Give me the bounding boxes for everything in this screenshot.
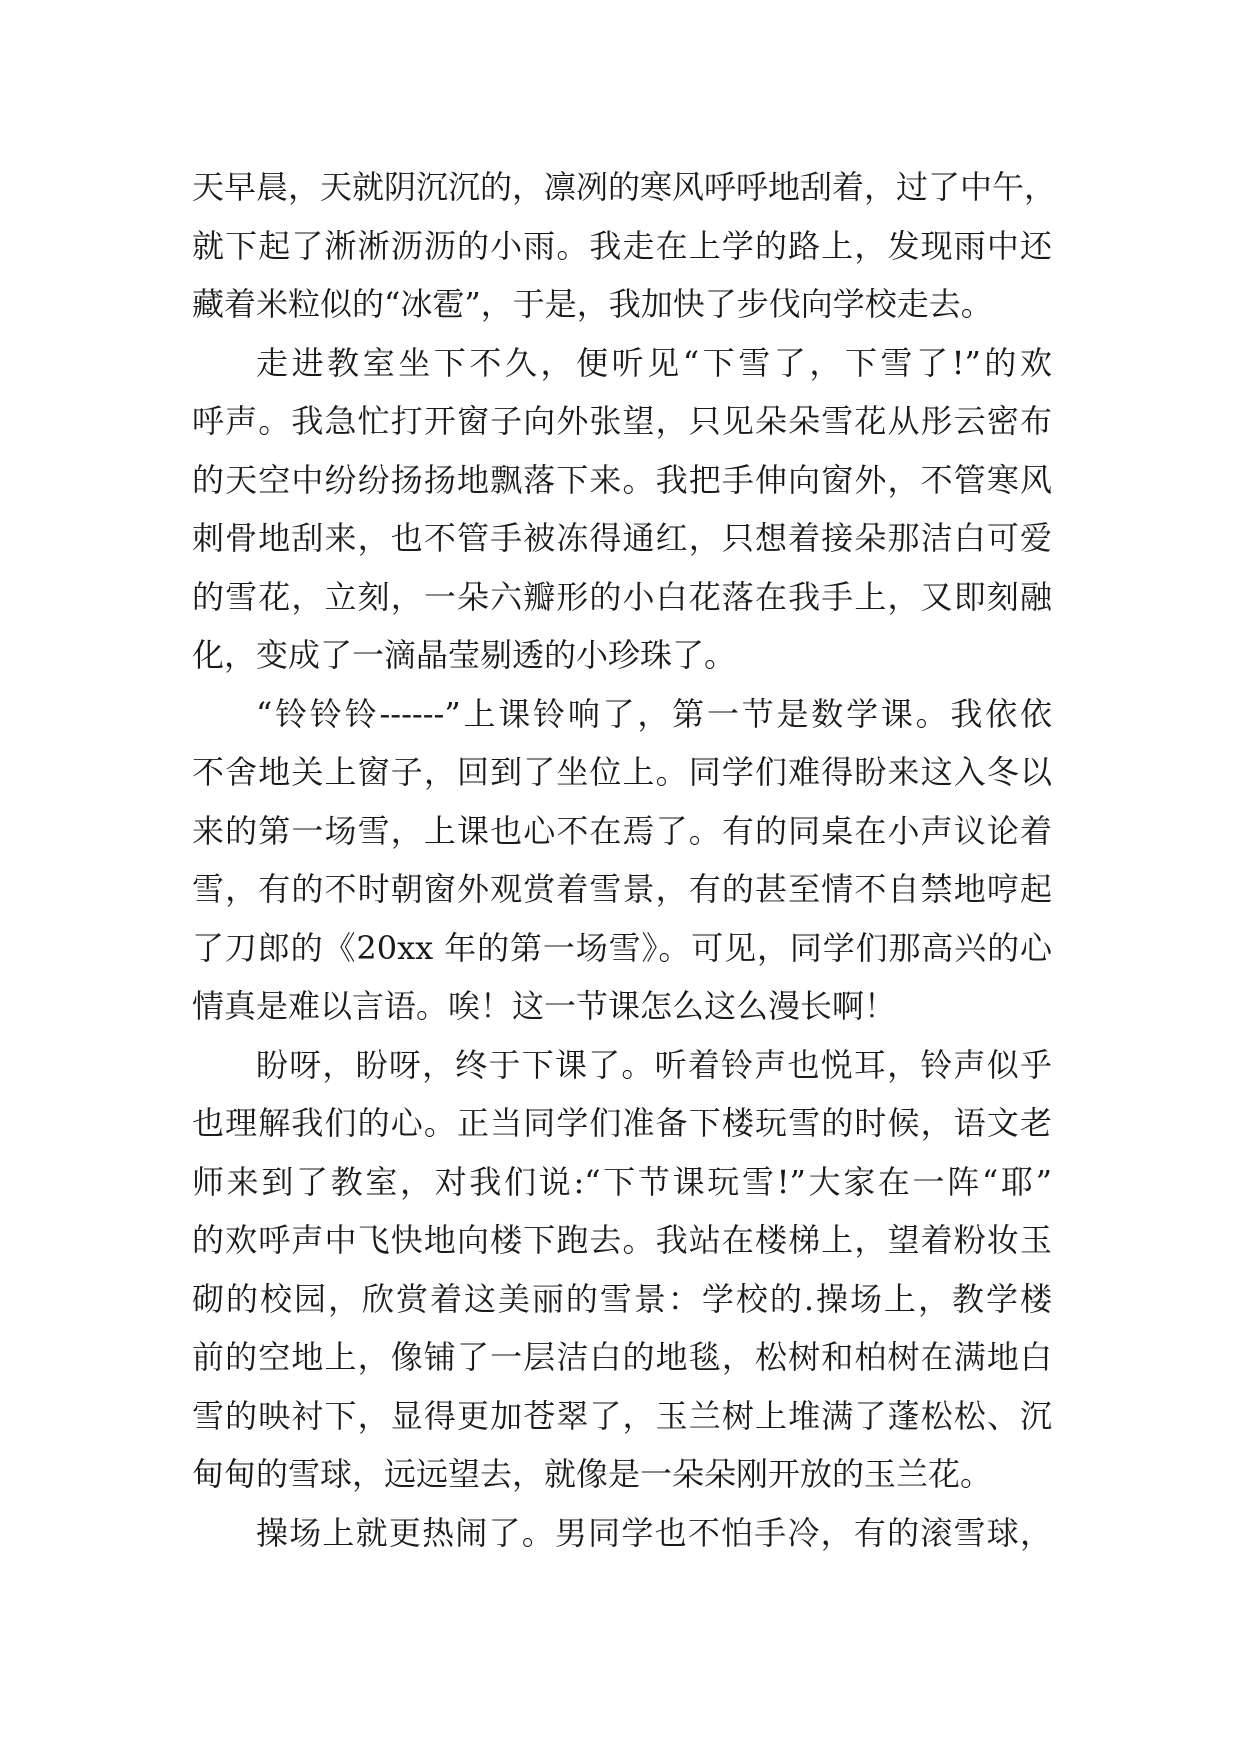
paragraph-1-line-1: 天早晨，天就阴沉沉的，凛冽的寒风呼呼地刮着，过了中午， bbox=[192, 168, 1057, 206]
paragraph-4-line-6: 前的空地上，像铺了一层洁白的地毯，松树和柏树在满地白 bbox=[192, 1338, 1052, 1376]
paragraph-4-line-7: 雪的映衬下，显得更加苍翠了，玉兰树上堆满了蓬松松、沉 bbox=[192, 1396, 1052, 1435]
paragraph-2-line-3: 的天空中纷纷扬扬地飘落下来。我把手伸向窗外，不管寒风 bbox=[192, 460, 1052, 499]
paragraph-3-line-5: 了刀郎的《20xx 年的第一场雪》。可见，同学们那高兴的心 bbox=[192, 928, 1052, 967]
paragraph-4-line-8: 甸甸的雪球，远远望去，就像是一朵朵刚开放的玉兰花。 bbox=[192, 1455, 993, 1493]
paragraph-4-line-1: 盼呀，盼呀，终于下课了。听着铃声也悦耳，铃声似乎 bbox=[256, 1045, 1052, 1084]
paragraph-3-line-3: 来的第一场雪，上课也心不在焉了。有的同桌在小声议论着 bbox=[192, 811, 1052, 850]
paragraph-3-line-2: 不舍地关上窗子，回到了坐位上。同学们难得盼来这入冬以 bbox=[192, 753, 1052, 791]
paragraph-1-line-2: 就下起了淅淅沥沥的小雨。我走在上学的路上，发现雨中还 bbox=[192, 226, 1052, 265]
paragraph-3-line-4: 雪，有的不时朝窗外观赏着雪景，有的甚至情不自禁地哼起 bbox=[192, 870, 1052, 908]
paragraph-2-line-4: 刺骨地刮来，也不管手被冻得通红，只想着接朵那洁白可爱 bbox=[192, 519, 1052, 557]
paragraph-4-line-4: 的欢呼声中飞快地向楼下跑去。我站在楼梯上，望着粉妆玉 bbox=[192, 1221, 1052, 1259]
paragraph-3-line-6: 情真是难以言语。唉！这一节课怎么这么漫长啊！ bbox=[192, 987, 897, 1025]
paragraph-4-line-3: 师来到了教室，对我们说:“下节课玩雪!”大家在一阵“耶” bbox=[192, 1162, 1052, 1201]
paragraph-3-line-1: “铃铃铃------”上课铃响了，第一节是数学课。我依依 bbox=[256, 694, 1052, 733]
paragraph-4-line-5: 砌的校园，欣赏着这美丽的雪景：学校的.操场上，教学楼 bbox=[192, 1279, 1052, 1318]
paragraph-2-line-6: 化，变成了一滴晶莹剔透的小珍珠了。 bbox=[192, 636, 737, 674]
paragraph-2-line-5: 的雪花，立刻，一朵六瓣形的小白花落在我手上，又即刻融 bbox=[192, 577, 1052, 616]
paragraph-2-line-1: 走进教室坐下不久，便听见“下雪了，下雪了!”的欢 bbox=[256, 343, 1052, 382]
paragraph-2-line-2: 呼声。我急忙打开窗子向外张望，只见朵朵雪花从彤云密布 bbox=[192, 402, 1052, 440]
paragraph-4-line-2: 也理解我们的心。正当同学们准备下楼玩雪的时候，语文老 bbox=[192, 1104, 1052, 1142]
body-text bbox=[192, 158, 1057, 1562]
paragraph-1-line-3: 藏着米粒似的“冰雹”，于是，我加快了步伐向学校走去。 bbox=[192, 285, 993, 323]
paragraph-5-line-1: 操场上就更热闹了。男同学也不怕手冷，有的滚雪球， bbox=[256, 1513, 1052, 1552]
